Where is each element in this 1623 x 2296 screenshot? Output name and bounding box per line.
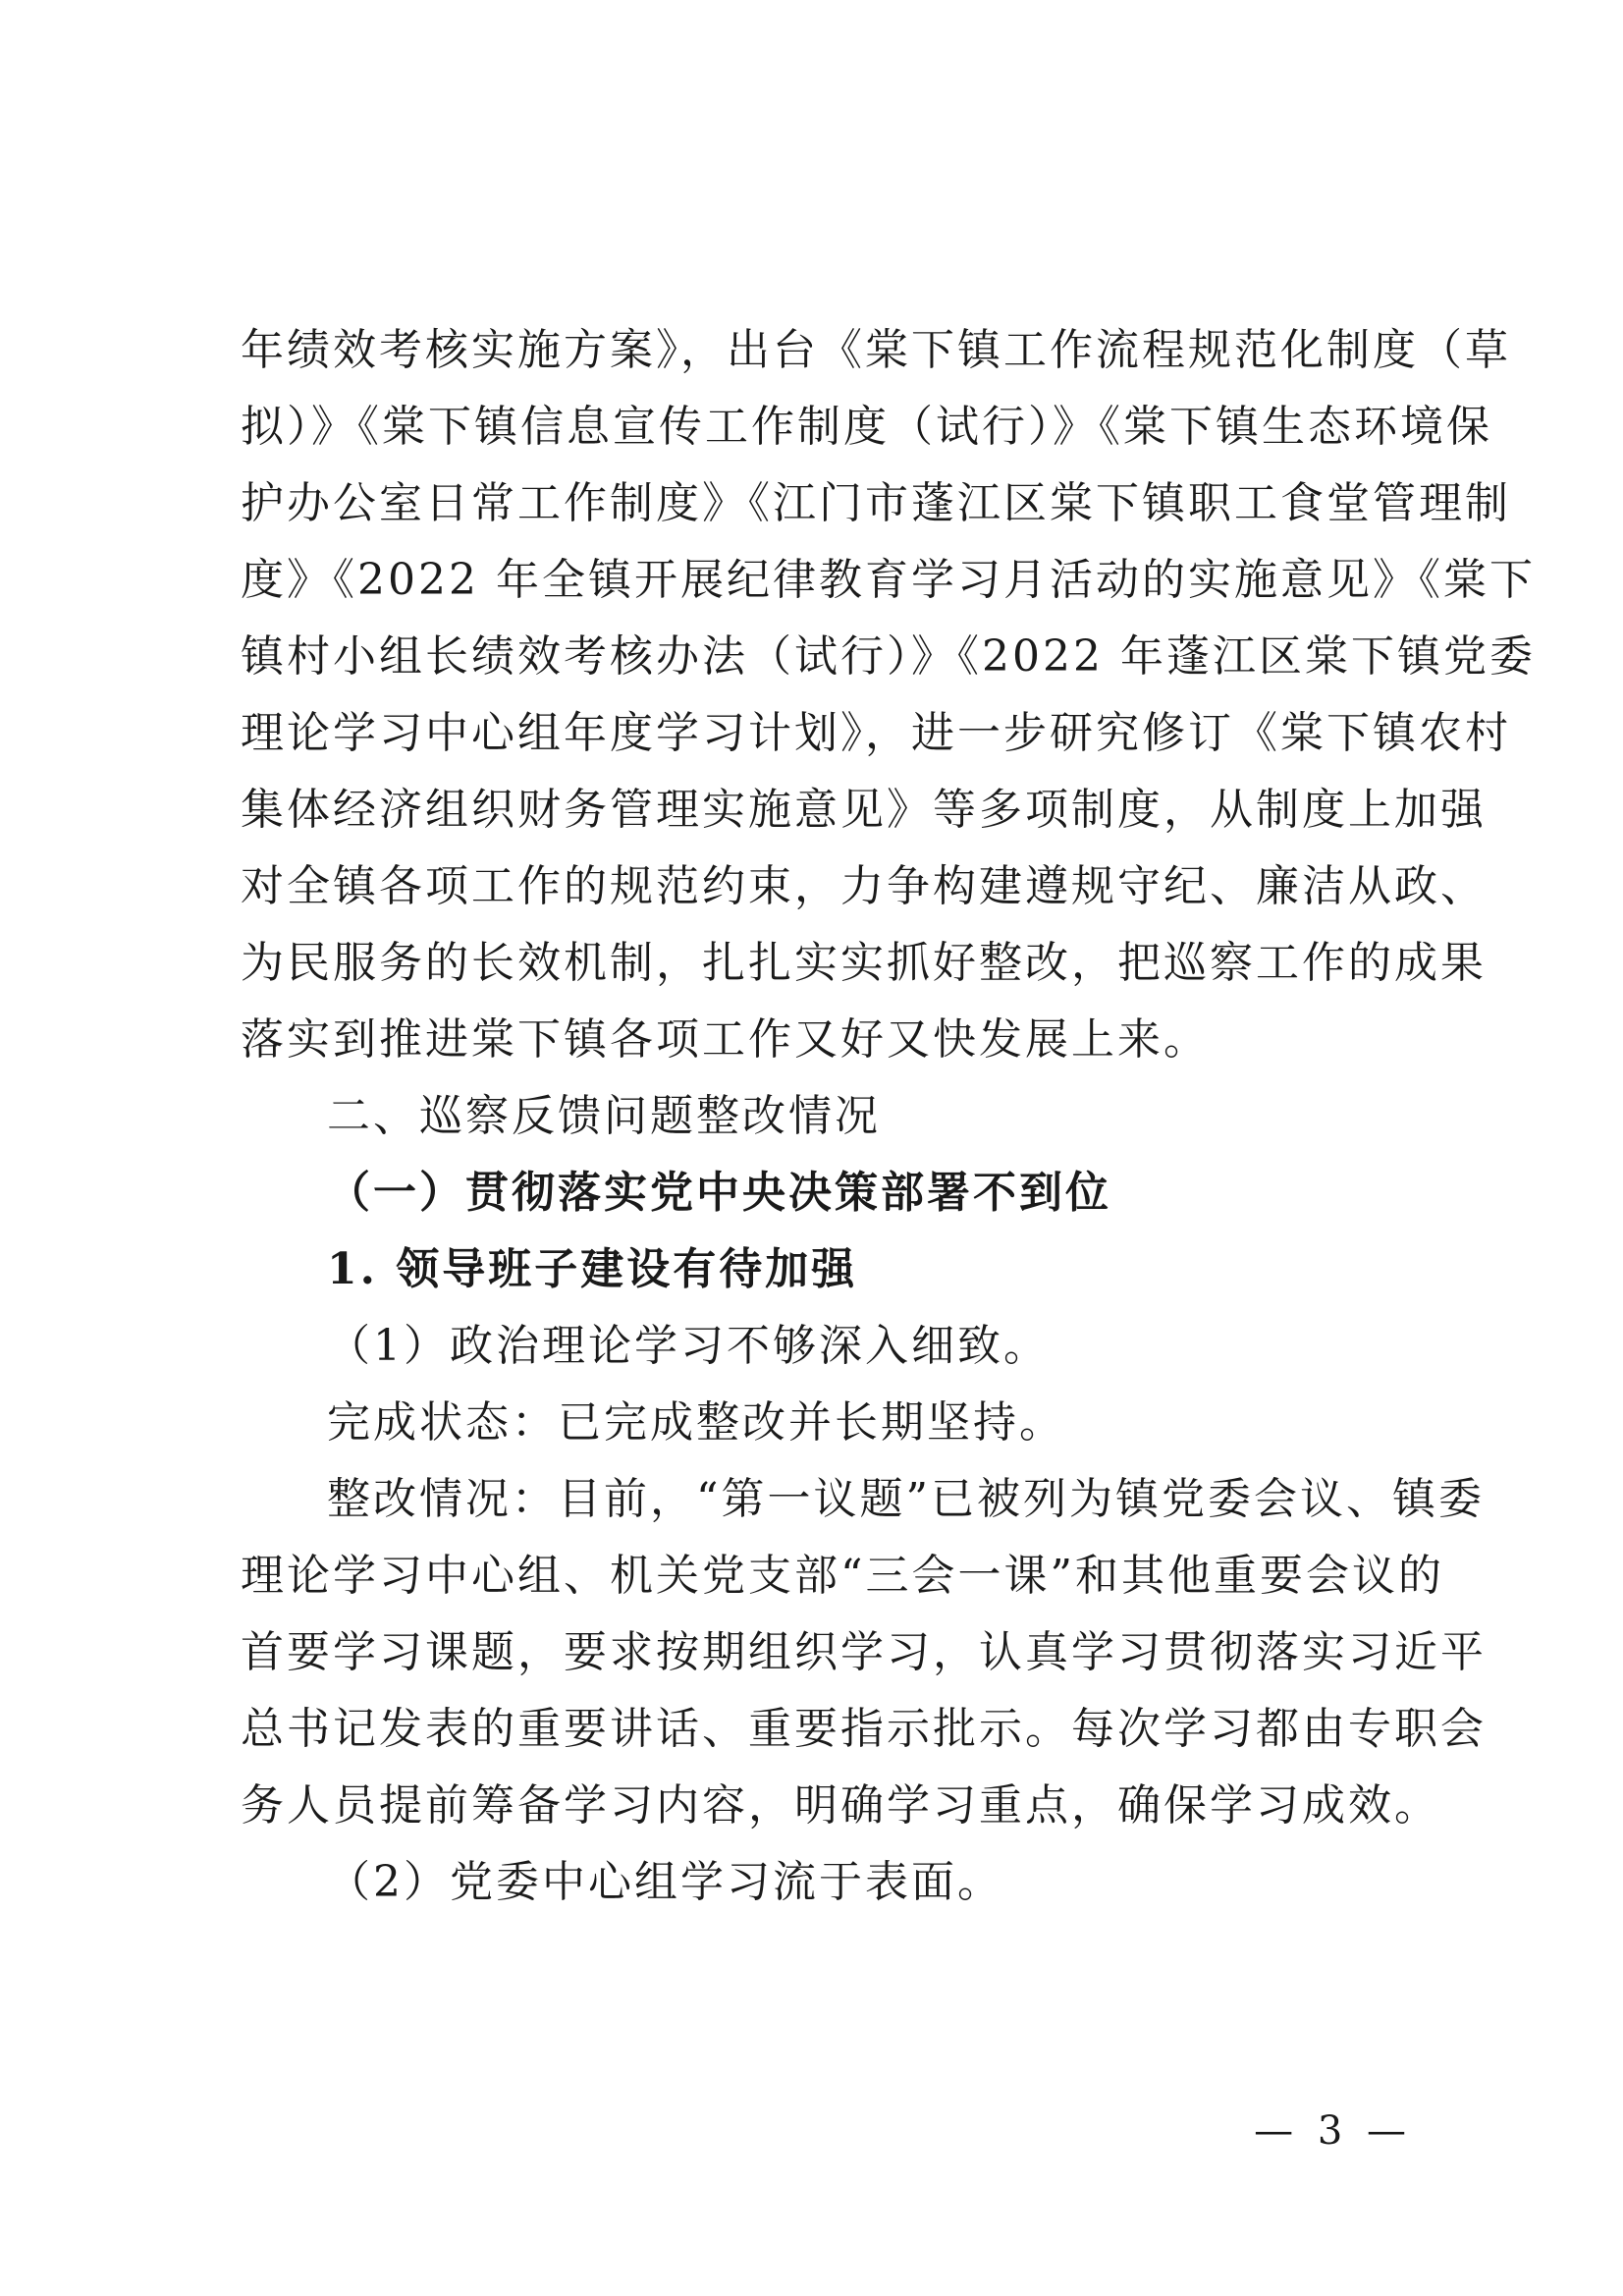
document-body — [241, 312, 1536, 1921]
paragraph-line: 拟）》《棠下镇信息宣传工作制度（试行）》《棠下镇生态环境保 — [241, 402, 1492, 452]
paragraph-line: 落实到推进棠下镇各项工作又好又快发展上来。 — [241, 1014, 1210, 1065]
paragraph-line: 对全镇各项工作的规范约束，力争构建遵规守纪、廉洁从政、 — [241, 861, 1487, 911]
paragraph-line: 整改情况：目前，“第一议题”已被列为镇党委会议、镇委 — [327, 1474, 1485, 1524]
paragraph-line: 理论学习中心组、机关党支部“三会一课”和其他重要会议的 — [241, 1551, 1444, 1601]
paragraph-line: 集体经济组织财务管理实施意见》等多项制度，从制度上加强 — [241, 785, 1487, 835]
issue-item: （2）党委中心组学习流于表面。 — [327, 1857, 1003, 1907]
paragraph-line: 度》《2022 年全镇开展纪律教育学习月活动的实施意见》《棠下 — [241, 555, 1536, 605]
issue-item: （1）政治理论学习不够深入细致。 — [327, 1321, 1050, 1371]
paragraph-line: 理论学习中心组年度学习计划》，进一步研究修订《棠下镇农村 — [241, 708, 1511, 758]
paragraph-line: 镇村小组长绩效考核办法（试行）》《2022 年蓬江区棠下镇党委 — [241, 631, 1536, 682]
paragraph-line: 务人员提前筹备学习内容，明确学习重点，确保学习成效。 — [241, 1780, 1440, 1831]
paragraph-line: 首要学习课题，要求按期组织学习，认真学习贯彻落实习近平 — [241, 1627, 1487, 1677]
paragraph-line: 护办公室日常工作制度》《江门市蓬江区棠下镇职工食堂管理制 — [241, 478, 1511, 528]
paragraph-line: 年绩效考核实施方案》，出台《棠下镇工作流程规范化制度（草 — [241, 325, 1511, 375]
paragraph-line: 总书记发表的重要讲话、重要指示批示。每次学习都由专职会 — [241, 1704, 1487, 1754]
page-number: — 3 — — [1254, 2108, 1412, 2154]
paragraph-line: 为民服务的长效机制，扎扎实实抓好整改，把巡察工作的成果 — [241, 938, 1487, 988]
subsection-heading: （一）贯彻落实党中央决策部署不到位 — [327, 1168, 1111, 1218]
completion-status: 完成状态：已完成整改并长期坚持。 — [327, 1397, 1065, 1448]
item-heading: 1. 领导班子建设有待加强 — [327, 1244, 858, 1294]
section-heading: 二、巡察反馈问题整改情况 — [327, 1091, 881, 1141]
